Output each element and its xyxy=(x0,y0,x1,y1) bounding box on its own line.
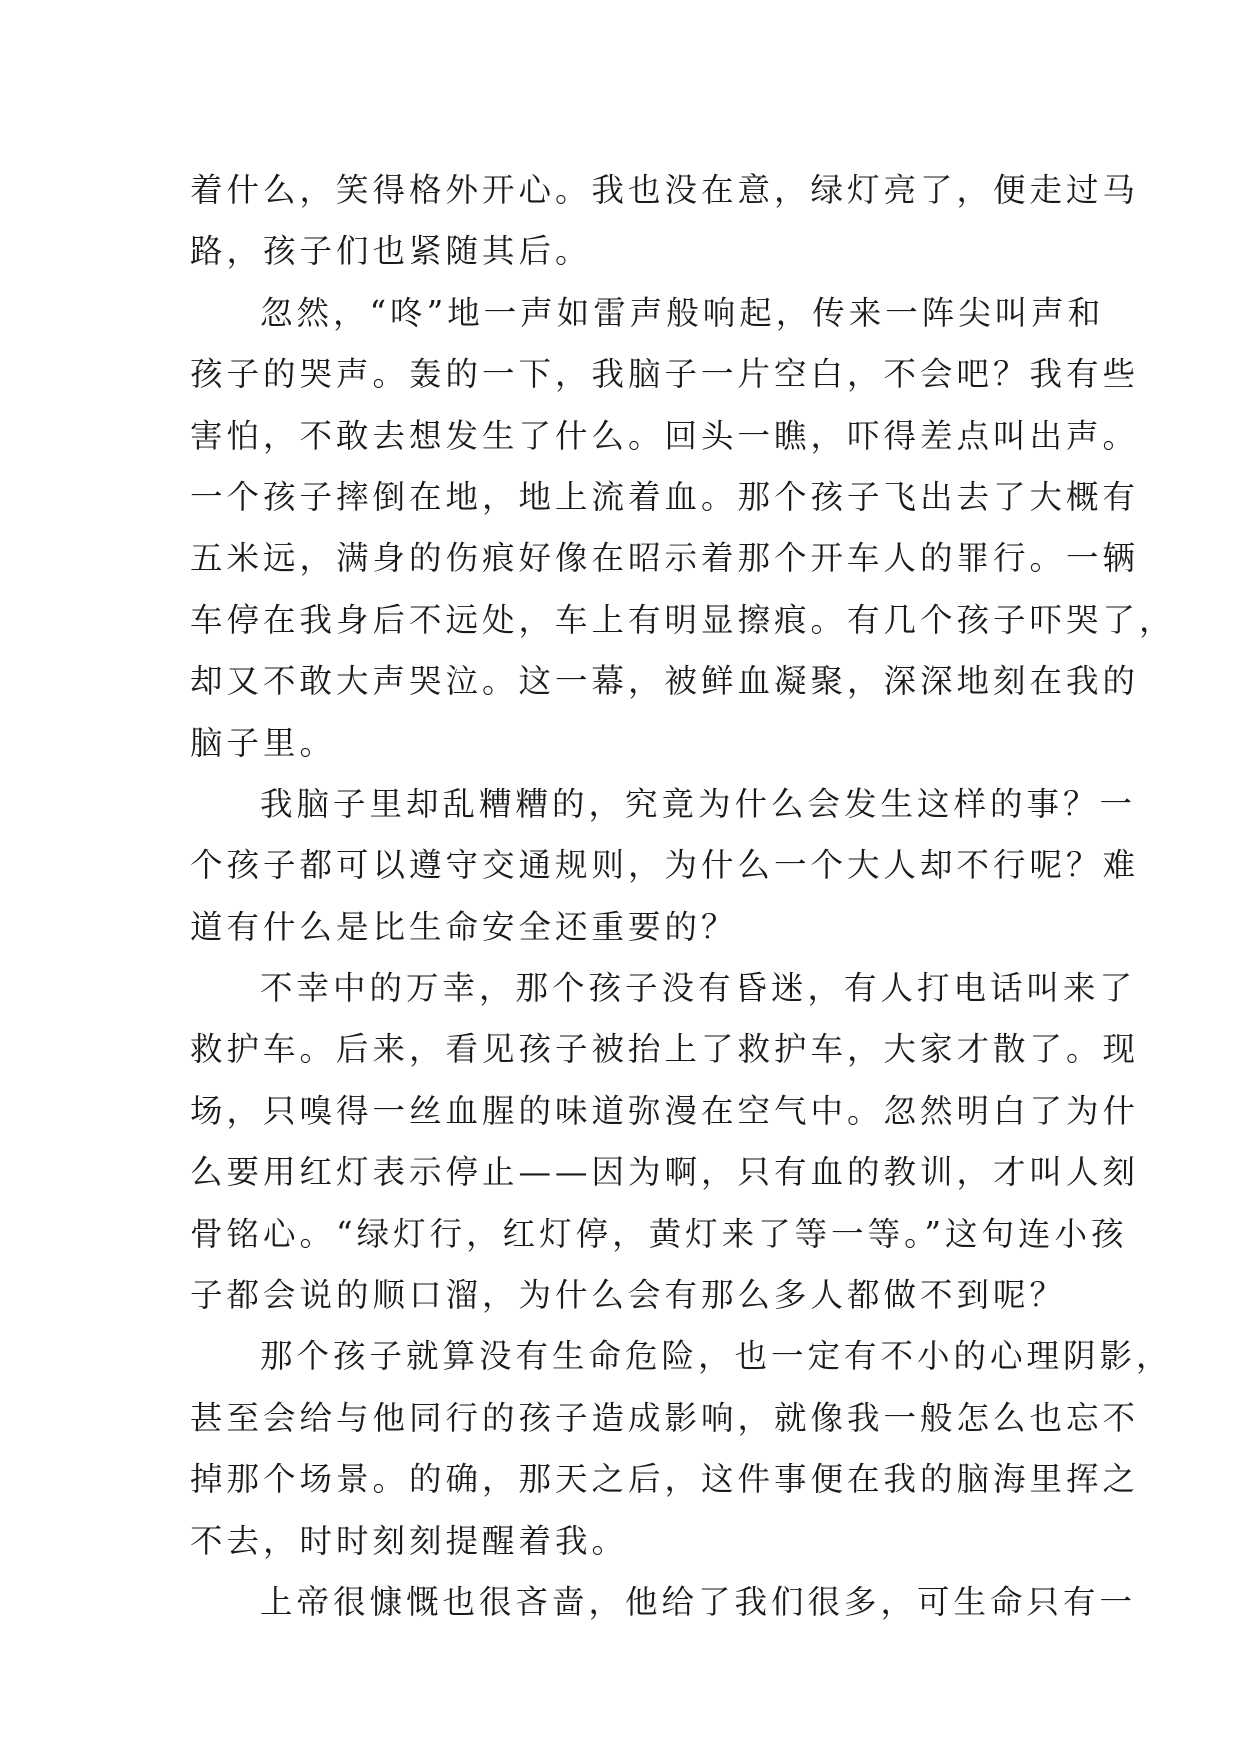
text-line: 五米远，满身的伤痕好像在昭示着那个开车人的罪行。一辆 xyxy=(190,539,1140,578)
text-line: 不去，时时刻刻提醒着我。 xyxy=(190,1521,629,1560)
text-line: 着什么，笑得格外开心。我也没在意，绿灯亮了，便走过马 xyxy=(190,171,1140,209)
text-line: 上帝很慷慨也很吝啬，他给了我们很多，可生命只有一 xyxy=(260,1582,1137,1621)
text-line: 救护车。后来，看见孩子被抬上了救护车，大家才散了。现 xyxy=(190,1030,1140,1069)
essay-body xyxy=(190,160,1176,1633)
text-line: 场，只嗅得一丝血腥的味道弥漫在空气中。忽然明白了为什 xyxy=(190,1091,1140,1130)
text-line: 不幸中的万幸，那个孩子没有昏迷，有人打电话叫来了 xyxy=(260,969,1137,1008)
text-line: 忽然，“咚”地一声如雷声般响起，传来一阵尖叫声和 xyxy=(260,293,1105,332)
text-line: 甚至会给与他同行的孩子造成影响，就像我一般怎么也忘不 xyxy=(190,1398,1140,1437)
text-line: 骨铭心。“绿灯行，红灯停，黄灯来了等一等。”这句连小孩 xyxy=(190,1214,1128,1253)
text-line: 掉那个场景。的确，那天之后，这件事便在我的脑海里挥之 xyxy=(190,1460,1140,1499)
text-line: 路，孩子们也紧随其后。 xyxy=(190,232,592,271)
text-line: 害怕，不敢去想发生了什么。回头一瞧，吓得差点叫出声。 xyxy=(190,416,1140,455)
text-line: 个孩子都可以遵守交通规则，为什么一个大人却不行呢？难 xyxy=(190,846,1140,885)
text-line: 却又不敢大声哭泣。这一幕，被鲜血凝聚，深深地刻在我的 xyxy=(190,662,1140,701)
text-line: 子都会说的顺口溜，为什么会有那么多人都做不到呢？ xyxy=(190,1276,1067,1315)
text-line: 一个孩子摔倒在地，地上流着血。那个孩子飞出去了大概有 xyxy=(190,477,1140,516)
text-line: 孩子的哭声。轰的一下，我脑子一片空白，不会吧？我有些 xyxy=(190,355,1140,394)
text-line: 道有什么是比生命安全还重要的？ xyxy=(190,907,738,946)
text-line: 车停在我身后不远处，车上有明显擦痕。有几个孩子吓哭了， xyxy=(190,600,1176,639)
text-line: 那个孩子就算没有生命危险，也一定有不小的心理阴影， xyxy=(260,1337,1173,1376)
text-line: 我脑子里却乱糟糟的，究竟为什么会发生这样的事？一 xyxy=(260,784,1137,823)
text-line: 脑子里。 xyxy=(190,723,337,762)
text-line: 么要用红灯表示停止——因为啊，只有血的教训，才叫人刻 xyxy=(190,1153,1140,1192)
